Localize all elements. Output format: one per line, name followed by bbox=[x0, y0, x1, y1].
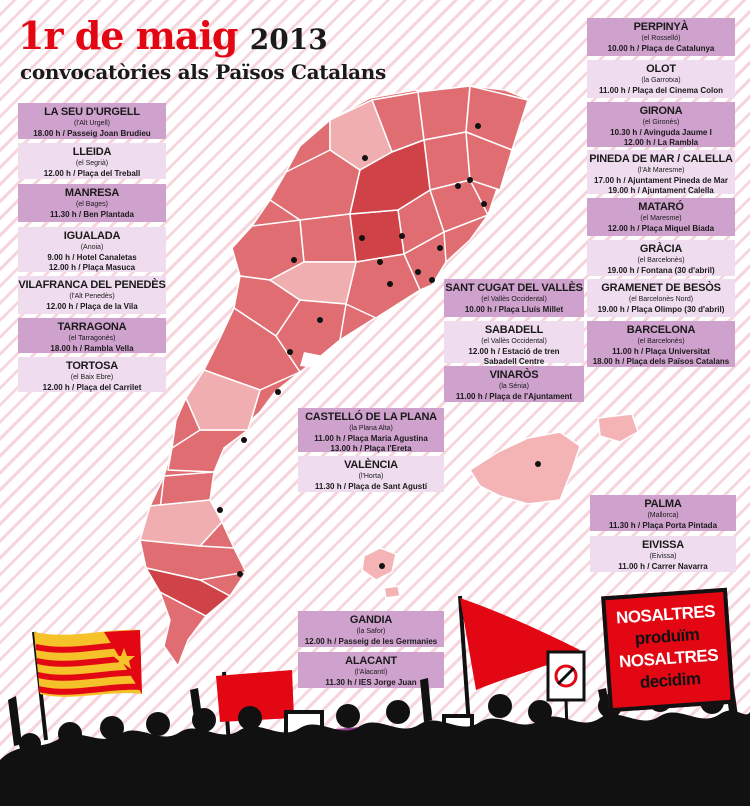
event-city: MATARÓ bbox=[638, 201, 684, 213]
event-region: (l'Alt Maresme) bbox=[637, 166, 685, 174]
event-time-place: 12.00 h / La Rambla bbox=[623, 137, 699, 147]
title-year: 2013 bbox=[249, 23, 328, 56]
event-city: TORTOSA bbox=[66, 360, 118, 372]
title-main: 1r de maig bbox=[18, 13, 238, 58]
event-time-place: 18.00 h / Passeig Joan Brudieu bbox=[33, 128, 151, 138]
event-time-place: 11.00 h / Plaça Maria Agustina bbox=[314, 433, 428, 443]
event-region: (Mallorca) bbox=[647, 511, 679, 519]
protest-sign bbox=[601, 588, 735, 713]
event-region: (l'Horta) bbox=[358, 472, 384, 480]
event-city: VALÈNCIA bbox=[344, 459, 398, 471]
event-time-place: 12.00 h / Estació de tren bbox=[468, 346, 560, 356]
event-region: (l'Alt Penedès) bbox=[69, 292, 115, 300]
event-region: (el Gironès) bbox=[642, 118, 680, 126]
event-time-place: 19.00 h / Ajuntament Calella bbox=[608, 185, 714, 195]
event-city: SANT CUGAT DEL VALLÈS bbox=[445, 282, 583, 294]
event-region: (el Barcelonès Nord) bbox=[628, 295, 694, 303]
event-city: PERPINYÀ bbox=[633, 21, 689, 33]
event-region: (el Tarragonès) bbox=[68, 334, 116, 342]
event-region: (l'Alt Urgell) bbox=[74, 119, 110, 127]
event-time-place: 19.00 h / Fontana (30 d'abril) bbox=[607, 265, 715, 275]
sign-line-2: produïm bbox=[634, 624, 700, 649]
page-subtitle: convocatòries als Països Catalans bbox=[20, 60, 387, 84]
event-time-place: 12.00 h / Plaça del Treball bbox=[43, 168, 141, 178]
event-city: LLEIDA bbox=[72, 146, 112, 158]
event-time-place: 9.00 h / Hotel Canaletas bbox=[47, 252, 137, 262]
event-region: (la Plana Alta) bbox=[349, 424, 393, 432]
event-city: ALACANT bbox=[345, 655, 397, 667]
event-time-place: 11.30 h / Plaça de Sant Agustí bbox=[314, 481, 428, 491]
event-city: GRAMENET DE BESÒS bbox=[601, 282, 721, 294]
event-city: VINARÒS bbox=[489, 369, 539, 381]
event-region: (la Sénia) bbox=[499, 382, 529, 390]
event-city: OLOT bbox=[646, 63, 676, 75]
event-time-place: 11.30 h / Ben Plantada bbox=[49, 209, 135, 219]
event-city: BARCELONA bbox=[626, 324, 696, 336]
event-region: (la Garrotxa) bbox=[641, 76, 681, 84]
event-city: GIRONA bbox=[639, 105, 683, 117]
event-city: VILAFRANCA DEL PENEDÈS bbox=[18, 279, 166, 291]
event-region: (el Maresme) bbox=[640, 214, 682, 222]
event-region: (el Rosselló) bbox=[641, 34, 681, 42]
event-region: (el Vallès Occidental) bbox=[481, 295, 547, 303]
event-city: IGUALADA bbox=[63, 230, 121, 242]
event-time-place: 12.00 h / Plaça Masuca bbox=[48, 262, 136, 272]
event-time-place: 10.30 h / Avinguda Jaume I bbox=[610, 127, 712, 137]
senyera-flag bbox=[34, 630, 142, 740]
event-city: PINEDA DE MAR / CALELLA bbox=[589, 153, 733, 165]
event-region: (Anoia) bbox=[80, 243, 104, 251]
sign-line-1: NOSALTRES bbox=[615, 601, 716, 628]
event-time-place: 12.00 h / Plaça Miquel Biada bbox=[607, 223, 715, 233]
event-time-place: 10.00 h / Plaça Lluís Millet bbox=[464, 304, 564, 314]
event-region: (el Baix Ebre) bbox=[70, 373, 114, 381]
event-time-place: 11.00 h / Plaça de l'Ajuntament bbox=[455, 391, 573, 401]
event-time-place: 18.00 h / Rambla Vella bbox=[50, 343, 134, 353]
event-time-place: 11.30 h / IES Jorge Juan bbox=[325, 677, 417, 687]
sign-line-3: NOSALTRES bbox=[618, 645, 719, 672]
event-city: LA SEU D'URGELL bbox=[44, 106, 140, 118]
event-region: (el Segrià) bbox=[75, 159, 109, 167]
event-time-place: 11.00 h / Plaça Universitat bbox=[612, 346, 710, 356]
event-time-place: 11.00 h / Carrer Navarra bbox=[618, 561, 708, 571]
event-time-place: 19.00 h / Plaça Olimpo (30 d'abril) bbox=[597, 304, 725, 314]
event-time-place: 12.00 h / Plaça del Carrilet bbox=[42, 382, 142, 392]
event-time-place: 12.00 h / Plaça de la Vila bbox=[46, 301, 138, 311]
event-city: PALMA bbox=[644, 498, 682, 510]
event-time-place: 18.00 h / Plaça dels Països Catalans bbox=[592, 356, 730, 366]
event-region: (el Barcelonès) bbox=[637, 256, 685, 264]
event-city: TARRAGONA bbox=[57, 321, 127, 333]
event-region: (el Bages) bbox=[76, 200, 108, 208]
event-region: (el Barcelonès) bbox=[637, 337, 685, 345]
event-city: MANRESA bbox=[64, 187, 120, 199]
event-city: GRÀCIA bbox=[639, 243, 683, 255]
sign-line-4: decidim bbox=[639, 668, 702, 693]
event-region: (el Vallès Occidental) bbox=[481, 337, 547, 345]
event-city: SABADELL bbox=[484, 324, 544, 336]
event-city: CASTELLÓ DE LA PLANA bbox=[305, 411, 437, 423]
event-time-place: 11.00 h / Plaça del Cinema Colon bbox=[598, 85, 724, 95]
event-time-place: 11.30 h / Plaça Porta Pintada bbox=[608, 520, 718, 530]
event-city: GANDIA bbox=[349, 614, 393, 626]
event-time-place: 17.00 h / Ajuntament Pineda de Mar bbox=[594, 175, 728, 185]
event-city: EIVISSA bbox=[641, 539, 684, 551]
event-region: (Eivissa) bbox=[649, 552, 677, 560]
event-time-place: 13.00 h / Plaça l'Ereta bbox=[330, 443, 412, 453]
event-region: (la Safor) bbox=[356, 627, 386, 635]
event-time-place: 10.00 h / Plaça de Catalunya bbox=[607, 43, 715, 53]
event-time-place: 12.00 h / Passeig de les Germanies bbox=[304, 636, 438, 646]
event-region: (l'Alacantí) bbox=[354, 668, 388, 676]
event-time-place: Sabadell Centre bbox=[483, 356, 545, 366]
